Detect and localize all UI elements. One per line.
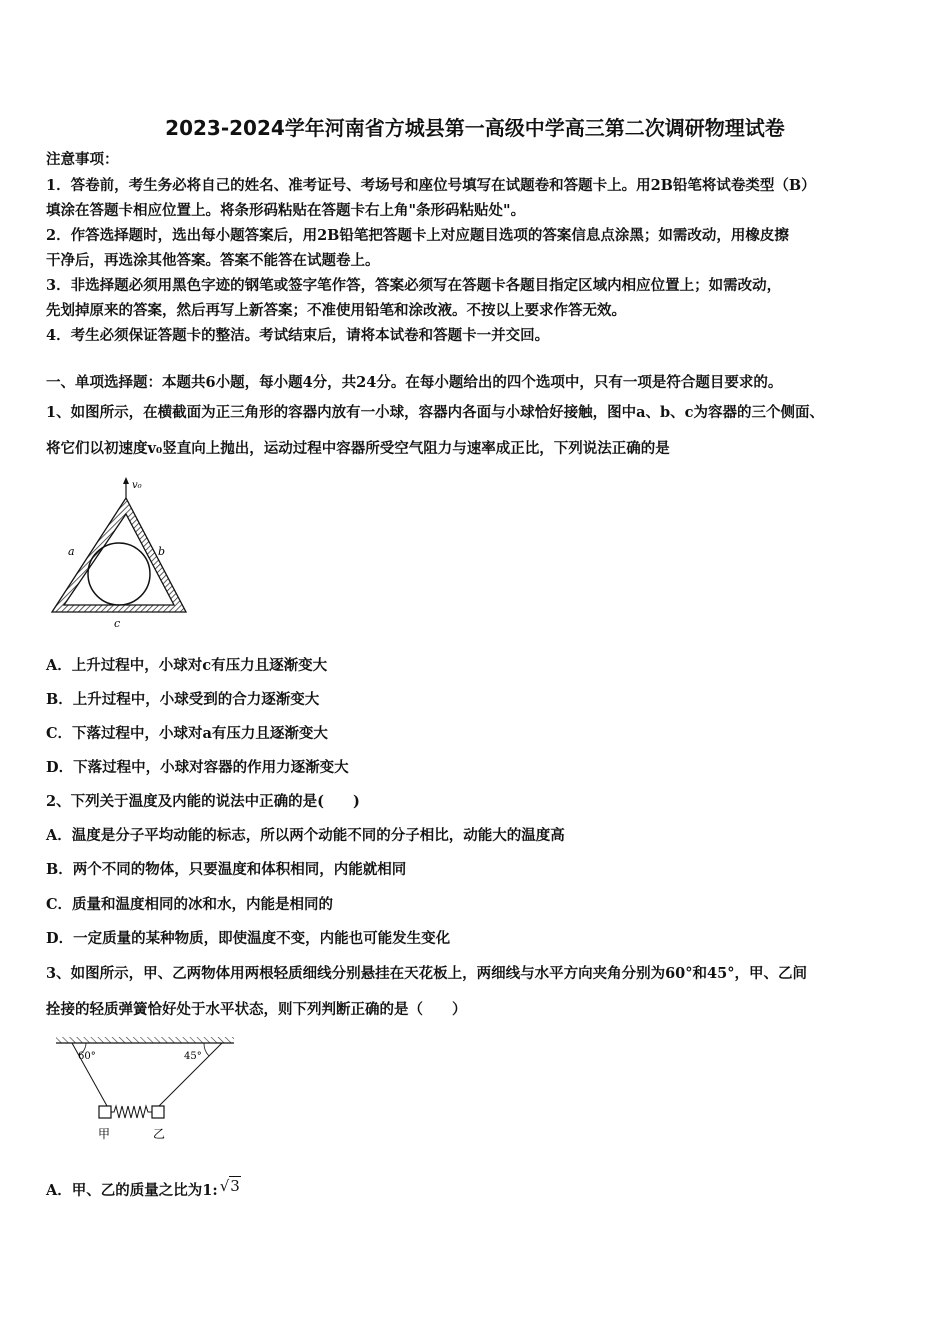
q1-stem-line-1: 1、如图所示，在横截面为正三角形的容器内放有一小球，容器内各面与小球恰好接触，图中a、b、c为容器的三个侧面、 <box>46 404 824 421</box>
q2-option-b: B．两个不同的物体，只要温度和体积相同，内能就相同 <box>46 861 407 878</box>
notice-heading: 注意事项： <box>46 151 119 168</box>
sqrt-expression: √3 <box>219 1177 240 1195</box>
label-b: b <box>158 545 166 558</box>
q3-option-a-text: A．甲、乙的质量之比为1: <box>46 1182 218 1199</box>
notice-line-2: 填涂在答题卡相应位置上。将条形码粘贴在答题卡右上角"条形码粘贴处"。 <box>46 202 526 219</box>
q2-option-a: A．温度是分子平均动能的标志，所以两个动能不同的分子相比，动能大的温度高 <box>46 827 565 844</box>
block-yi <box>152 1106 164 1118</box>
section-header: 一、单项选择题：本题共6小题，每小题4分，共24分。在每小题给出的四个选项中，只有一项是符合题目要求的。 <box>46 374 783 391</box>
q1-stem-line-2: 将它们以初速度v₀竖直向上抛出，运动过程中容器所受空气阻力与速率成正比，下列说法正确的是 <box>46 440 670 457</box>
q3-stem-line-2: 拴接的轻质弹簧恰好处于水平状态，则下列判断正确的是（ ） <box>46 1001 467 1018</box>
q1-option-b: B．上升过程中，小球受到的合力逐渐变大 <box>46 691 320 708</box>
notice-line-4: 干净后，再选涂其他答案。答案不能答在试题卷上。 <box>46 252 380 269</box>
label-c: c <box>114 617 121 630</box>
q3-figure <box>52 1034 242 1146</box>
spring <box>111 1106 152 1118</box>
label-v0: v₀ <box>132 480 142 491</box>
label-60deg: 60° <box>78 1051 96 1062</box>
q1-option-c: C．下落过程中，小球对a有压力且逐渐变大 <box>46 725 328 742</box>
q1-option-d: D．下落过程中，小球对容器的作用力逐渐变大 <box>46 759 349 776</box>
q2-option-d: D．一定质量的某种物质，即使温度不变，内能也可能发生变化 <box>46 930 451 947</box>
label-jia: 甲 <box>98 1127 111 1141</box>
sqrt-radicand: 3 <box>230 1177 240 1195</box>
notice-line-1: 1．答卷前，考生务必将自己的姓名、准考证号、考场号和座位号填写在试题卷和答题卡上。用2B铅笔将试卷类型（B） <box>46 177 816 194</box>
q3-option-a <box>46 1176 916 1201</box>
label-yi: 乙 <box>153 1127 166 1141</box>
ball <box>88 543 150 605</box>
notice-line-6: 先划掉原来的答案，然后再写上新答案；不准使用铅笔和涂改液。不按以上要求作答无效。 <box>46 302 626 319</box>
notice-line-7: 4．考生必须保证答题卡的整洁。考试结束后，请将本试卷和答题卡一并交回。 <box>46 327 550 344</box>
label-a: a <box>68 545 75 558</box>
block-jia <box>99 1106 111 1118</box>
q3-stem-line-1: 3、如图所示，甲、乙两物体用两根轻质细线分别悬挂在天花板上，两细线与水平方向夹角分别为60°和45°，甲、乙间 <box>46 965 807 982</box>
q1-figure <box>46 474 196 634</box>
q2-stem: 2、下列关于温度及内能的说法中正确的是( ) <box>46 793 360 810</box>
ceiling <box>56 1037 234 1043</box>
label-45deg: 45° <box>184 1051 202 1062</box>
notice-line-3: 2．作答选择题时，选出每小题答案后，用2B铅笔把答题卡上对应题目选项的答案信息点涂黑；如需改动，用橡皮擦 <box>46 227 789 244</box>
q2-option-c: C．质量和温度相同的冰和水，内能是相同的 <box>46 896 334 913</box>
q1-option-a: A．上升过程中，小球对c有压力且逐渐变大 <box>46 657 328 674</box>
notice-line-5: 3．非选择题必须用黑色字迹的钢笔或签字笔作答，答案必须写在答题卡各题目指定区域内相应位置上；如需改动， <box>46 277 782 294</box>
page-title: 2023-2024学年河南省方城县第一高级中学高三第二次调研物理试卷 <box>165 116 785 140</box>
